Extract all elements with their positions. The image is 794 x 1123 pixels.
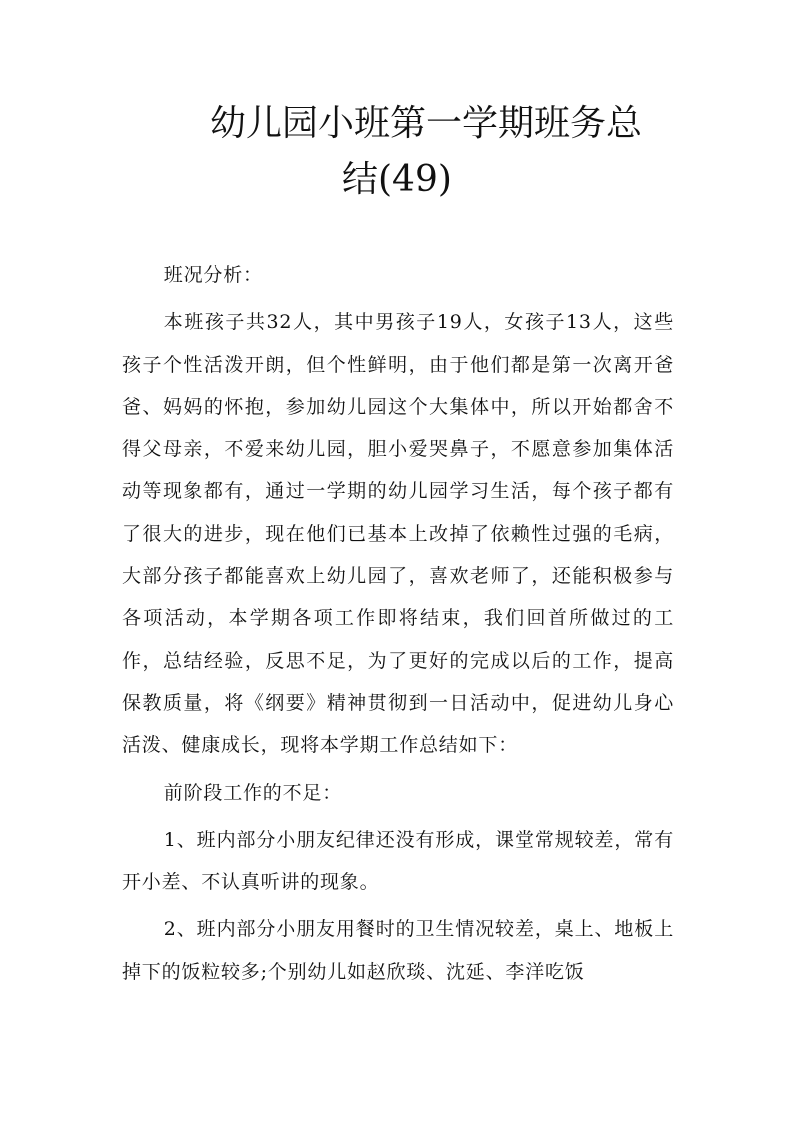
title-line-2: 结(49): [342, 159, 452, 200]
document-body: [122, 254, 674, 998]
document-title: [0, 96, 794, 208]
section-heading-class-analysis: 班况分析：: [163, 264, 263, 286]
paragraph-item-1: 1、班内部分小朋友纪律还没有形成，课堂常规较差，常有开小差、不认真听讲的现象。: [122, 828, 674, 894]
section-heading-shortcomings: 前阶段工作的不足：: [163, 781, 342, 804]
title-line-1: 幼儿园小班第一学期班务总: [210, 103, 643, 144]
paragraph-class-overview: 本班孩子共32人，其中男孩子19人，女孩子13人，这些孩子个性活泼开朗，但个性鲜明，由于他们都是第一次离开爸爸、妈妈的怀抱，参加幼儿园这个大集体中，所以开始都舍不得父母亲，不爱来幼儿园，胆小爱哭鼻子，不愿意参加集体活动等现象都有，通过一学期的幼儿园学习生活，每个孩子都有了很大的进步，现在他们已基本上改掉了依赖性过强的毛病，大部分孩子都能喜欢上幼儿园了，喜欢老师了，还能积极参与各项活动，本学期各项工作即将结束，我们回首所做过的工作，总结经验，反思不足，为了更好的完成以后的工作，提高保教质量，将《纲要》精神贯彻到一日活动中，促进幼儿身心活泼、健康成长，现将本学期工作总结如下：: [122, 311, 674, 757]
paragraph-item-2: 2、班内部分小朋友用餐时的卫生情况较差，桌上、地板上掉下的饭粒较多;个别幼儿如赵欣琰、沈延、李洋吃饭: [122, 918, 674, 983]
